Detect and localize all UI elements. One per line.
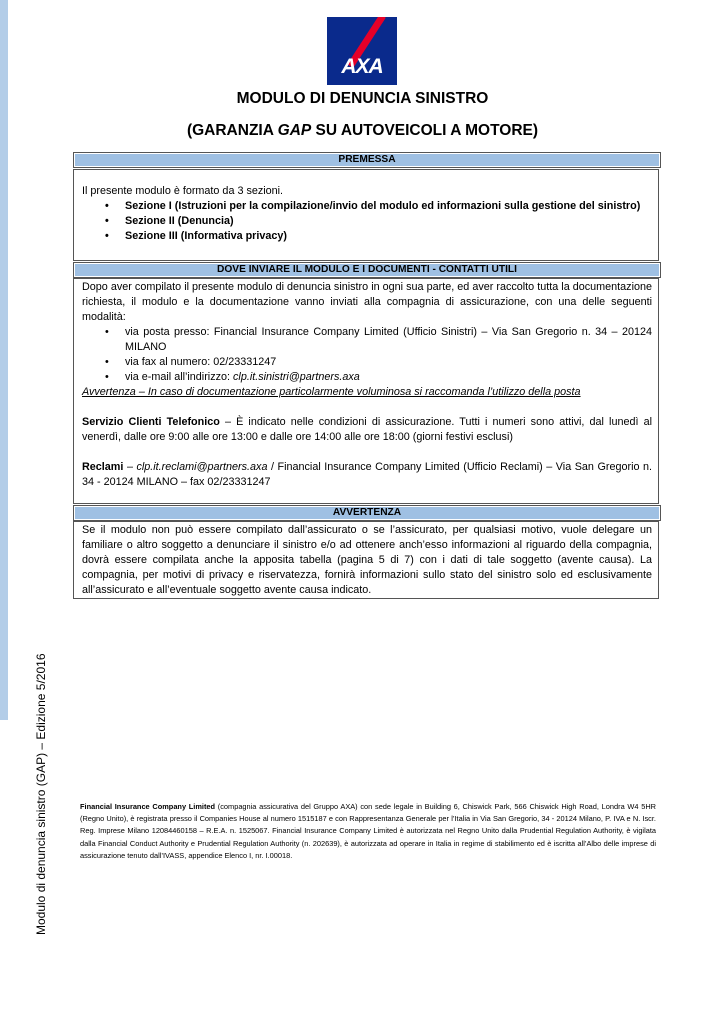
axa-logo — [327, 17, 397, 85]
list-item: • Sezione II (Denuncia) — [125, 214, 652, 229]
reclami: Reclami – clp.it.reclami@partners.axa / Financial Insurance Company Limited (Ufficio Reclami) – Via San Gregorio n. 34 - 20124 MILANO – fax 02/23331247 — [82, 461, 652, 488]
avvertenza-text: Se il modulo non può essere compilato dall’assicurato o se l’assicurato, per qualsiasi motivo, vuole delegare un familiare o altro soggetto a denunciare il sinistro e/o ad ottenere anch’esso informazioni al riguardo della compagnia, dovrà essere compilata anche la apposita tabella (pagina 5 di 7) con i dati di tale soggetto (avente causa). La compagnia, per motivi di privacy e riservatezza, fornirà informazioni sullo stato del sinistro solo ed esclusivamente all’assicurato e all’eventuale soggetto avente causa indicato. — [82, 524, 652, 596]
list-item: • via e-mail all’indirizzo: clp.it.sinistri@partners.axa — [125, 370, 652, 385]
reclami-email: clp.it.reclami@partners.axa — [136, 461, 268, 473]
left-accent-bar — [0, 0, 8, 720]
page-subtitle: (GARANZIA GAP SU AUTOVEICOLI A MOTORE) — [186, 122, 539, 139]
legal-footer: Financial Insurance Company Limited (compagnia assicurativa del Gruppo AXA) con sede legale in Building 6, Chiswick Park, 566 Chiswick High Road, Londra W4 5HR (Regno Unito), è registrata presso il Companies House al numero 1515187 e con Rappresentanza Generale per l’Italia in Via San Gregorio, 34 - 20124 Milano, P. IVA e N. Iscr. Reg. Imprese Milano 12084460158 – R.E.A. n. 1525067. Financial Insurance Company Limited è autorizzata nel Regno Unito dalla Prudential Regulation Authority, è vigilata dalla Financial Conduct Authority e Prudential Regulation Authority (n. 202639), è autorizzata ad operare in Italia in regime di stabilimento ed è iscritta all’Albo delle imprese di assicurazione tenuto dall’IVASS, appendice Elenco I, nr. I.00018. — [80, 802, 656, 860]
sinistri-email: clp.it.sinistri@partners.axa — [233, 371, 360, 383]
dove-warning: Avvertenza – In caso di documentazione particolarmente voluminosa si raccomanda l’utilizzo della posta — [82, 386, 581, 398]
dove-intro: Dopo aver compilato il presente modulo di denuncia sinistro in ogni sua parte, ed aver raccolto tutta la documentazione richiesta, il modulo e la documentazione vanno inviati alla compagnia di assicurazione, con una delle seguenti modalità: — [82, 281, 652, 323]
servizio-clienti: Servizio Clienti Telefonico – È indicato nelle condizioni di assicurazione. Tutti i numeri sono attivi, dal lunedì al venerdì, dalle ore 9:00 alle ore 13:00 e dalle ore 14:00 alle ore 18:00 (giorni festivi esclusi) — [82, 416, 652, 443]
list-item: • via posta presso: Financial Insurance Company Limited (Ufficio Sinistri) – Via San Gregorio n. 34 – 20124 MILANO — [125, 325, 652, 355]
premessa-intro: Il presente modulo è formato da 3 sezioni. — [82, 185, 284, 197]
premessa-body — [73, 169, 659, 261]
page-title: MODULO DI DENUNCIA SINISTRO — [236, 90, 489, 107]
list-item: • via fax al numero: 02/23331247 — [125, 355, 652, 370]
dove-body — [73, 278, 659, 504]
side-edition-label: Modulo di denuncia sinistro (GAP) – Edizione 5/2016 — [34, 653, 48, 935]
list-item: • Sezione III (Informativa privacy) — [125, 229, 652, 244]
list-item: • Sezione I (Istruzioni per la compilazione/invio del modulo ed informazioni sulla gestione del sinistro) — [125, 199, 652, 214]
premessa-heading: PREMESSA — [73, 152, 661, 168]
avvertenza-heading: AVVERTENZA — [73, 505, 661, 521]
dove-heading: DOVE INVIARE IL MODULO E I DOCUMENTI - CONTATTI UTILI — [73, 262, 661, 278]
dove-list — [82, 325, 652, 385]
logo-wordmark: AXA — [341, 55, 383, 78]
avvertenza-body — [73, 521, 659, 599]
premessa-list — [82, 199, 652, 244]
